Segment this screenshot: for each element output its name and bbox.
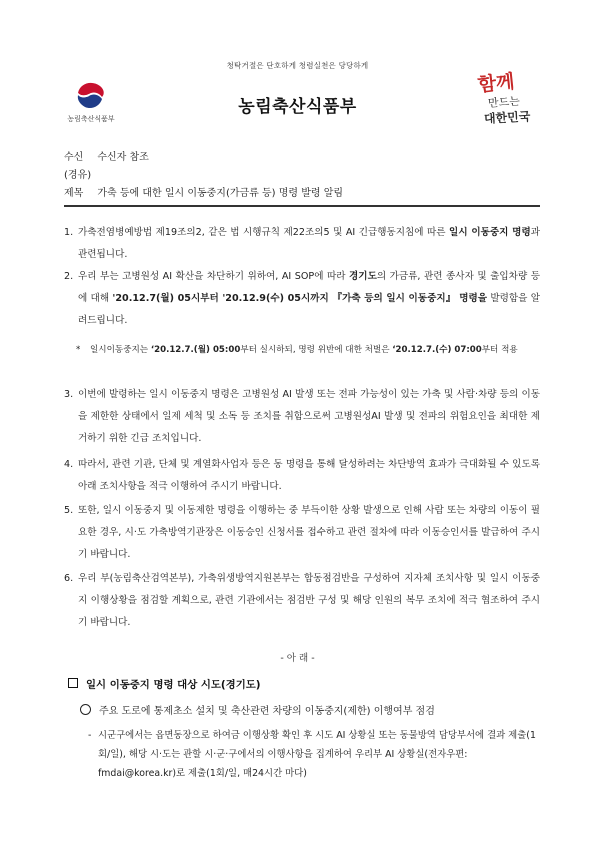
item-number: 1.	[64, 227, 74, 238]
item-text: 우리 부(농림축산검역본부), 가축위생방역지원본부는 합동점검반을 구성하여 지자체 조치사항 및 일시 이동중지 이행상황을 점검할 계획으로, 관련 기관에서는 점검반 구성 및 해당 인원의 복무 조치에 적극 협조하여 주시기 바랍니다.	[78, 573, 540, 628]
recipient-line	[64, 151, 149, 165]
svg-text:대한민국: 대한민국	[483, 109, 531, 126]
item-text: 따라서, 관련 기관, 단체 및 계열화사업자 등은 동 명령을 통해 달성하려는 차단방역 효과가 극대화될 수 있도록 아래 조치사항을 적극 이행하여 주시기 바랍니다.	[78, 459, 540, 492]
item-3	[64, 384, 540, 450]
item-1	[64, 222, 540, 266]
emblem-caption: 농림축산식품부	[67, 115, 115, 123]
item-4	[64, 454, 540, 498]
item-text: 우리 부는 고병원성 AI 확산을 차단하기 위하여, AI SOP에 따라 경기도의 가금류, 관련 종사자 및 출입차량 등에 대해 '20.12.7(월) 05시부터 '20.12.9(수) 05시까지 『가축 등의 일시 이동중지』 명령을 발령함을 알려드립니다.	[78, 271, 541, 326]
item-2	[64, 266, 540, 332]
item-number: 3.	[64, 389, 74, 400]
dash-bullet-item	[88, 726, 540, 783]
circle-bullet-icon	[80, 704, 91, 715]
subject-label: 제목	[64, 188, 84, 199]
note-line	[76, 340, 540, 360]
via-line: (경유)	[64, 170, 92, 181]
note-text: 일시이동중지는 ‘20.12.7.(월) 05:00부터 실시하되, 명령 위반에 대한 처벌은 ‘20.12.7.(수) 07:00부터 적용	[90, 345, 518, 355]
ministry-title: 농림축산식품부	[238, 97, 357, 117]
svg-text:함께: 함께	[476, 70, 516, 97]
recipient-value: 수신자 참조	[97, 152, 149, 163]
svg-text:만드는: 만드는	[487, 94, 521, 110]
note-mark: *	[76, 345, 81, 355]
section-separator: - 아 래 -	[280, 653, 315, 664]
item-text: 이번에 발령하는 일시 이동중지 명령은 고병원성 AI 발생 또는 전파 가능성이 있는 가축 및 사람·차량 등의 이동을 제한한 상태에서 일제 세척 및 소독 등 조치를 취함으로써 고병원성AI 발생 및 전파의 위험요인을 최대한 제거하기 위한 긴급 조치입니다.	[78, 389, 540, 444]
section-heading	[68, 676, 261, 691]
item-number: 2.	[64, 271, 74, 282]
subject-value: 가축 등에 대한 일시 이동중지(가금류 등) 명령 발령 알림	[97, 188, 344, 199]
dash-bullet-text: 시군구에서는 읍면동장으로 하여금 이행상황 확인 후 시도 AI 상황실 또는 동물방역 담당부서에 결과 제출(1회/일), 해당 시·도는 관할 시·군·구에서의 이행사항을 집계하여 우리부 AI 상황실(전자우편: fmdai@korea.kr)로 제출(1회/일, 매24시간 마다)	[98, 730, 536, 779]
header-divider	[64, 205, 540, 207]
item-5	[64, 500, 540, 566]
circle-bullet-item	[80, 704, 540, 720]
item-text: 또한, 일시 이동중지 및 이동제한 명령을 이행하는 중 부득이한 상황 발생으로 인해 사람 또는 차량의 이동이 필요한 경우, 시·도 가축방역기관장은 이동승인 신청서를 접수하고 관련 절차에 따라 이동승인서를 발급하여 주시기 바랍니다.	[78, 505, 540, 560]
section-title: 일시 이동중지 명령 대상 시도(경기도)	[86, 679, 261, 691]
item-number: 5.	[64, 505, 74, 516]
circle-bullet-text: 주요 도로에 통제초소 설치 및 축산관련 차량의 이동중지(제한) 이행여부 점검	[99, 706, 435, 717]
item-6	[64, 568, 540, 634]
dash-mark: -	[88, 730, 92, 741]
slogan: 청탁거절은 단호하게 청렴실천은 당당하게	[226, 61, 369, 70]
item-text: 가축전염병예방법 제19조의2, 같은 법 시행규칙 제22조의5 및 AI 긴급행동지침에 따른 일시 이동중지 명령과 관련됩니다.	[78, 227, 540, 260]
calligraphy-logo	[470, 66, 550, 128]
recipient-label: 수신	[64, 152, 84, 163]
item-number: 4.	[64, 459, 74, 470]
item-number: 6.	[64, 573, 74, 584]
subject-line	[64, 187, 343, 201]
checkbox-square-icon	[68, 678, 78, 688]
